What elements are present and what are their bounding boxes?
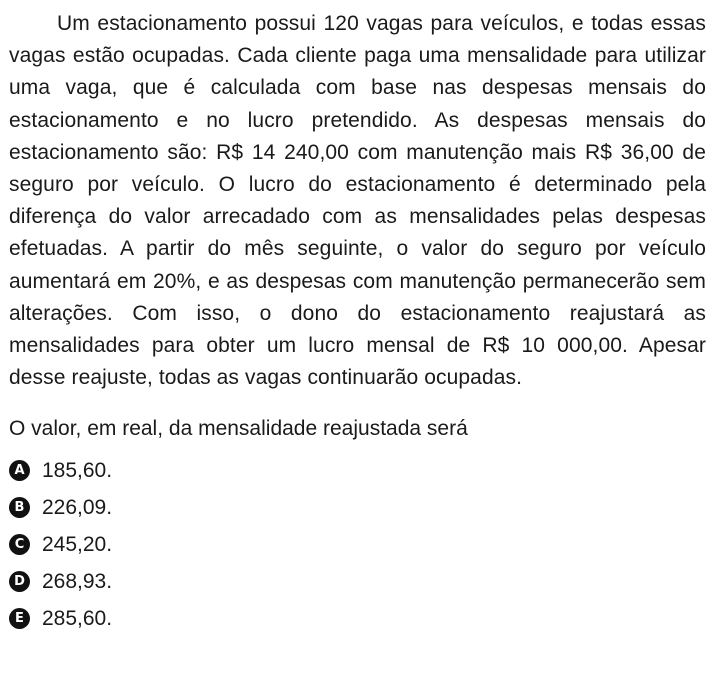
question-statement: Um estacionamento possui 120 vagas para veículos, e todas essas vagas estão ocupadas. Cada cliente paga uma mensalidade para utilizar uma vaga, que é calculada com base nas despesas mensais do estacionamento e no lucro pretendido. As despesas mensais do estacionamento são: R$ 14 240,00 com manutenção mais R$ 36,00 de seguro por veículo. O lucro do estacionamento é determinado pela diferença do valor arrecadado com as mensalidades pelas despesas efetuadas. A partir do mês seguinte, o valor do seguro por veículo aumentará em 20%, e as despesas com manutenção permanecerão sem alterações. Com isso, o dono do estacionamento reajustará as mensalidades para obter um lucro mensal de R$ 10 000,00. Apesar desse reajuste, todas as vagas continuarão ocupadas. <box>9 12 706 390</box>
option-d[interactable] <box>9 563 706 600</box>
option-letter-badge: D <box>9 571 30 592</box>
question-prompt: O valor, em real, da mensalidade reajustada será <box>9 417 468 441</box>
option-text: 268,93. <box>42 570 113 594</box>
option-letter-badge: E <box>9 608 30 629</box>
option-text: 245,20. <box>42 533 113 557</box>
option-c[interactable] <box>9 526 706 563</box>
option-text: 285,60. <box>42 607 113 631</box>
option-e[interactable] <box>9 600 706 637</box>
option-b[interactable] <box>9 489 706 526</box>
answer-options <box>9 452 706 637</box>
option-letter-badge: B <box>9 497 30 518</box>
option-letter-badge: A <box>9 460 30 481</box>
option-letter-badge: C <box>9 534 30 555</box>
option-text: 226,09. <box>42 496 113 520</box>
option-text: 185,60. <box>42 459 113 483</box>
option-a[interactable] <box>9 452 706 489</box>
